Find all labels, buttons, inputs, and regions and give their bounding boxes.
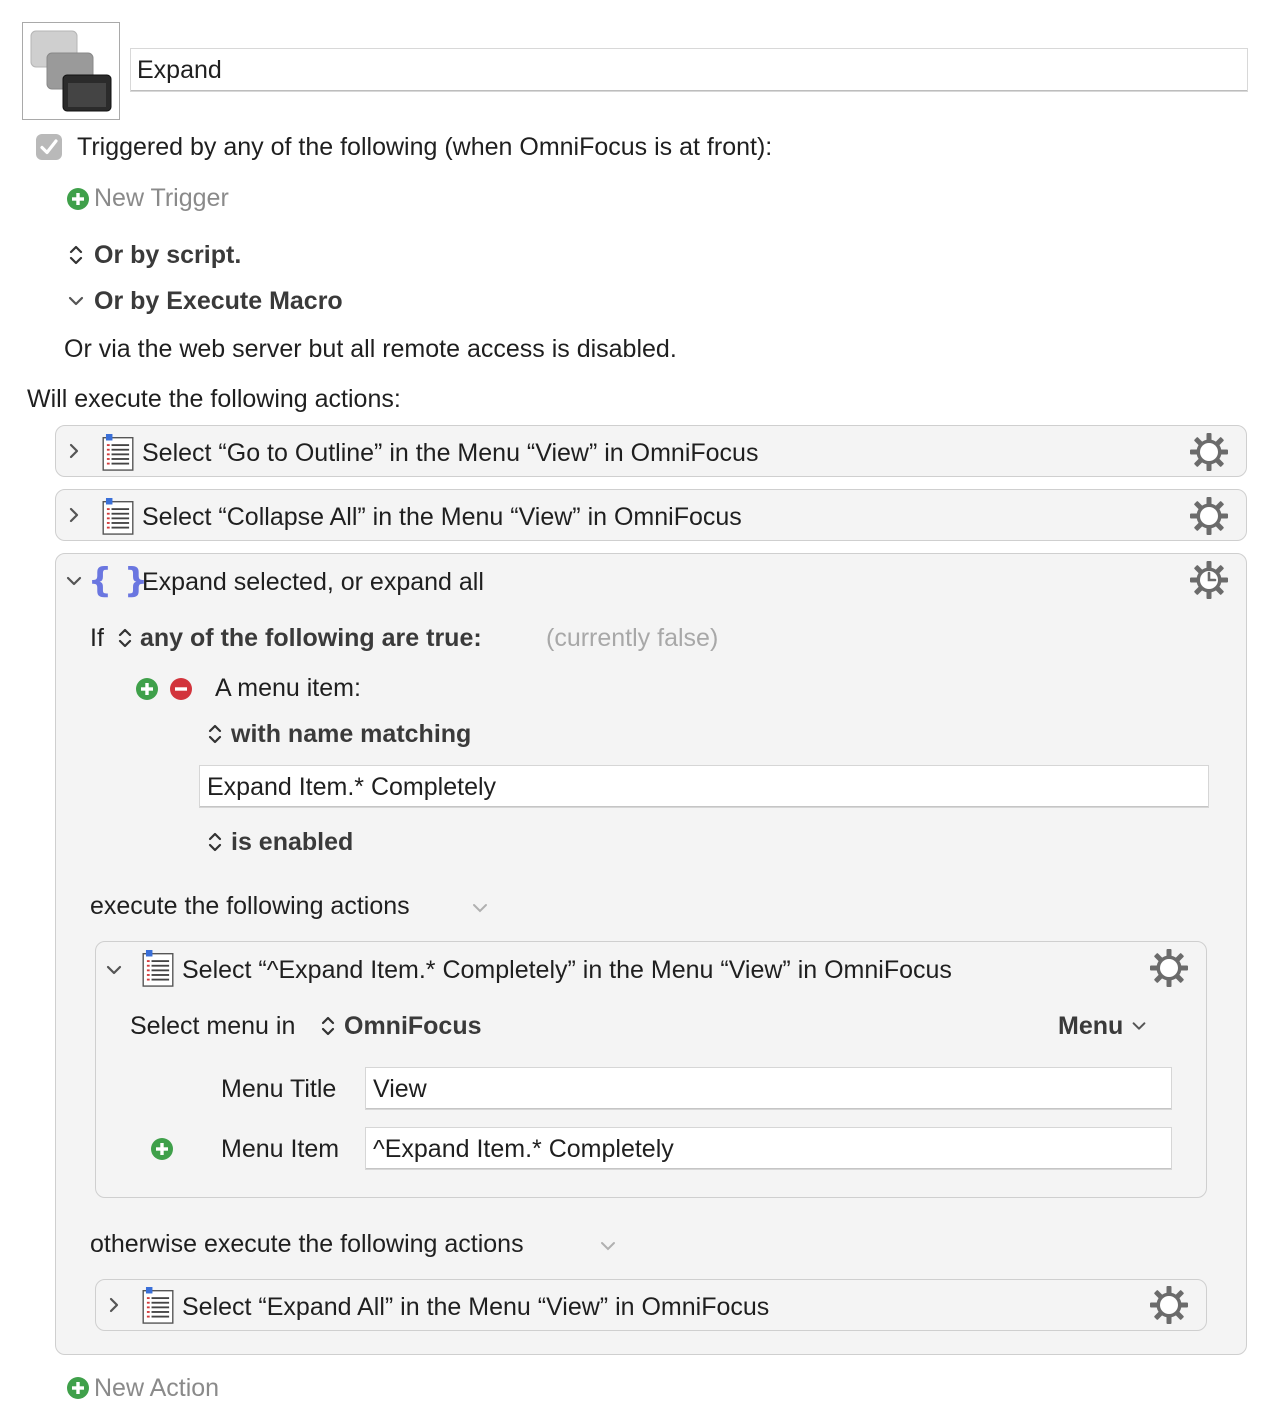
- then-label: execute the following actions: [90, 892, 410, 920]
- menu-title-value: View: [373, 1075, 427, 1103]
- else-action-title: Select “Expand All” in the Menu “View” in OmniFocus: [182, 1293, 770, 1321]
- target-app-label: OmniFocus: [344, 1012, 482, 1040]
- macro-name-field[interactable]: [130, 48, 1248, 92]
- updown-chevron-icon: [117, 626, 133, 650]
- menu-popup-button[interactable]: [1058, 1011, 1158, 1041]
- gear-clock-icon[interactable]: [1189, 560, 1229, 600]
- then-action-block[interactable]: [95, 941, 1207, 1198]
- action-title: Select “Go to Outline” in the Menu “View” in OmniFocus: [142, 439, 759, 467]
- menu-popup-label: Menu: [1058, 1012, 1124, 1040]
- updown-chevron-icon: [68, 243, 84, 267]
- or-by-script-label: Or by script.: [94, 241, 242, 269]
- triggers-enabled-checkbox[interactable]: [36, 134, 62, 160]
- else-action-row[interactable]: [95, 1279, 1207, 1331]
- chevron-right-icon[interactable]: [64, 505, 84, 525]
- triggers-heading: Triggered by any of the following (when OmniFocus is at front):: [77, 133, 773, 161]
- menu-action-icon: [102, 434, 134, 471]
- menu-action-icon: [142, 950, 174, 987]
- chevron-down-icon[interactable]: [64, 571, 84, 591]
- svg-text:{ }: { }: [87, 561, 149, 601]
- if-label: If: [90, 624, 104, 652]
- gear-icon[interactable]: [1149, 1285, 1189, 1325]
- chevron-right-icon[interactable]: [64, 441, 84, 461]
- actions-heading: Will execute the following actions:: [27, 385, 401, 413]
- menu-state-label: is enabled: [231, 828, 354, 856]
- menu-title-label: Menu Title: [221, 1075, 337, 1103]
- braces-icon: [87, 560, 149, 601]
- chevron-down-icon[interactable]: [470, 898, 490, 918]
- checkmark-icon: [36, 134, 62, 160]
- menu-title-field[interactable]: [365, 1067, 1172, 1110]
- gear-icon[interactable]: [1149, 948, 1189, 988]
- macro-name-value: Expand: [137, 56, 222, 84]
- if-action-title: Expand selected, or expand all: [142, 568, 484, 596]
- menu-item-value: ^Expand Item.* Completely: [373, 1135, 674, 1163]
- chevron-down-icon: [1130, 1017, 1148, 1035]
- menu-item-field[interactable]: [365, 1127, 1172, 1170]
- condition-mode-label: any of the following are true:: [140, 624, 482, 652]
- menu-action-icon: [142, 1287, 174, 1324]
- match-mode-popup[interactable]: [205, 719, 505, 749]
- chevron-down-icon: [66, 291, 86, 311]
- updown-chevron-icon: [207, 830, 223, 854]
- chevron-right-icon[interactable]: [104, 1295, 124, 1315]
- menu-item-label: Menu Item: [221, 1135, 340, 1163]
- menu-state-popup[interactable]: [205, 827, 405, 857]
- or-by-script-toggle[interactable]: [66, 240, 266, 270]
- target-app-popup[interactable]: [318, 1011, 518, 1041]
- select-menu-in-label: Select menu in: [130, 1012, 296, 1040]
- chevron-down-icon[interactable]: [598, 1236, 618, 1256]
- web-server-note: Or via the web server but all remote access is disabled.: [64, 335, 677, 363]
- menu-action-icon: [102, 498, 134, 535]
- action-row[interactable]: [55, 489, 1247, 541]
- gear-icon[interactable]: [1189, 496, 1229, 536]
- macro-windows-icon: [23, 23, 119, 119]
- or-by-execute-macro-toggle[interactable]: [66, 286, 366, 316]
- updown-chevron-icon: [207, 722, 223, 746]
- add-condition-icon[interactable]: [135, 677, 159, 701]
- else-label: otherwise execute the following actions: [90, 1230, 524, 1258]
- gear-icon[interactable]: [1189, 432, 1229, 472]
- add-icon: [66, 1376, 90, 1400]
- condition-status: (currently false): [546, 624, 719, 652]
- remove-condition-icon[interactable]: [169, 677, 193, 701]
- new-trigger-label: New Trigger: [94, 184, 229, 212]
- updown-chevron-icon: [320, 1014, 336, 1038]
- match-mode-label: with name matching: [231, 720, 472, 748]
- add-icon: [66, 187, 90, 211]
- then-action-title: Select “^Expand Item.* Completely” in the Menu “View” in OmniFocus: [182, 956, 952, 984]
- condition-mode-popup[interactable]: [116, 623, 496, 653]
- chevron-down-icon[interactable]: [104, 960, 124, 980]
- or-by-execute-macro-label: Or by Execute Macro: [94, 287, 343, 315]
- match-pattern-value: Expand Item.* Completely: [207, 773, 497, 801]
- new-action-label: New Action: [94, 1374, 220, 1402]
- add-menu-item-icon[interactable]: [150, 1137, 174, 1161]
- macro-icon-well[interactable]: [22, 22, 120, 120]
- action-row[interactable]: [55, 425, 1247, 477]
- action-title: Select “Collapse All” in the Menu “View” in OmniFocus: [142, 503, 742, 531]
- if-then-else-action[interactable]: [55, 553, 1247, 1355]
- match-pattern-field[interactable]: [199, 765, 1209, 808]
- condition-type-label: A menu item:: [215, 674, 361, 702]
